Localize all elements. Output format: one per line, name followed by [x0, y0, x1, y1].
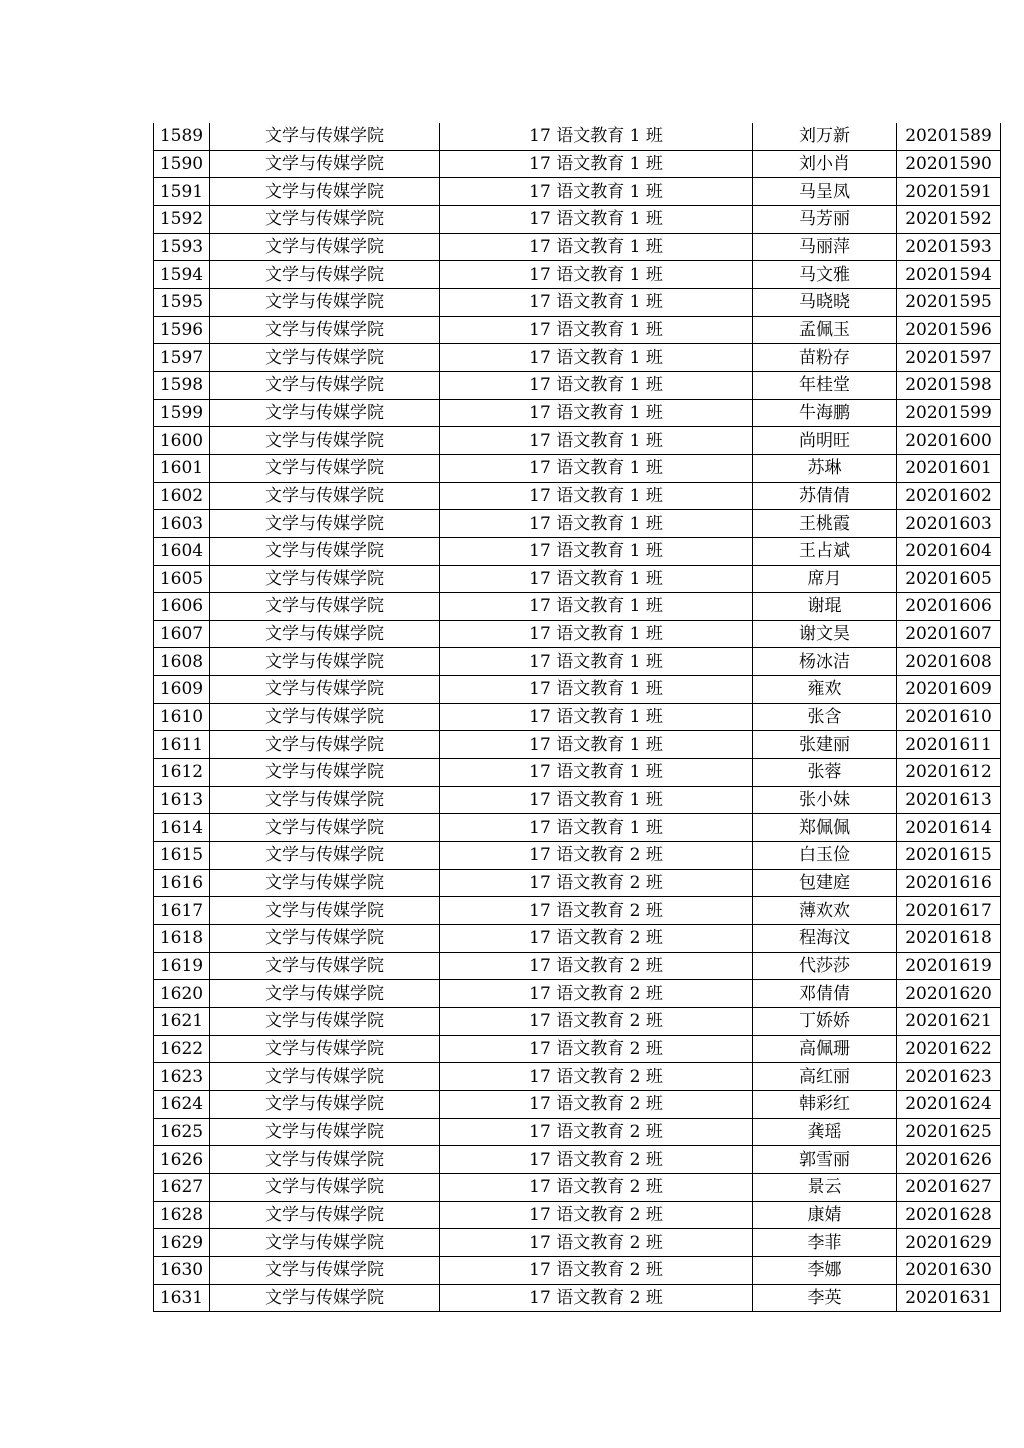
class-cell: 17 语文教育 2 班 — [440, 1256, 753, 1284]
student-name-cell: 张含 — [753, 703, 897, 731]
college-cell: 文学与传媒学院 — [210, 537, 440, 565]
college-cell: 文学与传媒学院 — [210, 1201, 440, 1229]
student-id-cell: 20201624 — [897, 1090, 1001, 1118]
table-row — [154, 620, 1001, 648]
student-id-cell: 20201631 — [897, 1284, 1001, 1312]
college-cell: 文学与传媒学院 — [210, 344, 440, 372]
row-number-cell: 1616 — [154, 869, 210, 897]
class-cell: 17 语文教育 2 班 — [440, 1035, 753, 1063]
college-cell: 文学与传媒学院 — [210, 897, 440, 925]
class-cell: 17 语文教育 1 班 — [440, 233, 753, 261]
class-cell: 17 语文教育 2 班 — [440, 1229, 753, 1257]
table-row — [154, 261, 1001, 289]
college-cell: 文学与传媒学院 — [210, 925, 440, 953]
student-id-cell: 20201594 — [897, 261, 1001, 289]
student-name-cell: 谢琨 — [753, 593, 897, 621]
student-name-cell: 李娜 — [753, 1256, 897, 1284]
table-row — [154, 1201, 1001, 1229]
student-id-cell: 20201592 — [897, 205, 1001, 233]
table-row — [154, 869, 1001, 897]
class-cell: 17 语文教育 1 班 — [440, 371, 753, 399]
table-row — [154, 703, 1001, 731]
student-name-cell: 马文雅 — [753, 261, 897, 289]
row-number-cell: 1618 — [154, 925, 210, 953]
college-cell: 文学与传媒学院 — [210, 1146, 440, 1174]
table-row — [154, 399, 1001, 427]
row-number-cell: 1592 — [154, 205, 210, 233]
class-cell: 17 语文教育 1 班 — [440, 537, 753, 565]
table-row — [154, 150, 1001, 178]
class-cell: 17 语文教育 2 班 — [440, 842, 753, 870]
college-cell: 文学与传媒学院 — [210, 731, 440, 759]
student-id-cell: 20201607 — [897, 620, 1001, 648]
table-row — [154, 593, 1001, 621]
student-id-cell: 20201593 — [897, 233, 1001, 261]
class-cell: 17 语文教育 1 班 — [440, 731, 753, 759]
class-cell: 17 语文教育 1 班 — [440, 427, 753, 455]
class-cell: 17 语文教育 1 班 — [440, 786, 753, 814]
row-number-cell: 1615 — [154, 842, 210, 870]
student-id-cell: 20201622 — [897, 1035, 1001, 1063]
class-cell: 17 语文教育 1 班 — [440, 593, 753, 621]
class-cell: 17 语文教育 1 班 — [440, 316, 753, 344]
college-cell: 文学与传媒学院 — [210, 1256, 440, 1284]
student-name-cell: 马芳丽 — [753, 205, 897, 233]
table-row — [154, 759, 1001, 787]
student-id-cell: 20201602 — [897, 482, 1001, 510]
class-cell: 17 语文教育 2 班 — [440, 1063, 753, 1091]
table-row — [154, 925, 1001, 953]
college-cell: 文学与传媒学院 — [210, 565, 440, 593]
student-name-cell: 张蓉 — [753, 759, 897, 787]
table-row — [154, 316, 1001, 344]
class-cell: 17 语文教育 1 班 — [440, 399, 753, 427]
student-id-cell: 20201599 — [897, 399, 1001, 427]
table-row — [154, 123, 1001, 150]
row-number-cell: 1605 — [154, 565, 210, 593]
student-id-cell: 20201619 — [897, 952, 1001, 980]
student-name-cell: 刘小肖 — [753, 150, 897, 178]
college-cell: 文学与传媒学院 — [210, 1284, 440, 1312]
student-name-cell: 李英 — [753, 1284, 897, 1312]
student-name-cell: 郑佩佩 — [753, 814, 897, 842]
student-id-cell: 20201591 — [897, 178, 1001, 206]
college-cell: 文学与传媒学院 — [210, 980, 440, 1008]
class-cell: 17 语文教育 1 班 — [440, 482, 753, 510]
college-cell: 文学与传媒学院 — [210, 427, 440, 455]
college-cell: 文学与传媒学院 — [210, 814, 440, 842]
row-number-cell: 1626 — [154, 1146, 210, 1174]
class-cell: 17 语文教育 1 班 — [440, 648, 753, 676]
student-name-cell: 李菲 — [753, 1229, 897, 1257]
student-id-cell: 20201595 — [897, 288, 1001, 316]
student-id-cell: 20201597 — [897, 344, 1001, 372]
student-id-cell: 20201620 — [897, 980, 1001, 1008]
college-cell: 文学与传媒学院 — [210, 759, 440, 787]
student-id-cell: 20201623 — [897, 1063, 1001, 1091]
table-row — [154, 731, 1001, 759]
class-cell: 17 语文教育 2 班 — [440, 980, 753, 1008]
college-cell: 文学与传媒学院 — [210, 399, 440, 427]
student-name-cell: 年桂堂 — [753, 371, 897, 399]
row-number-cell: 1611 — [154, 731, 210, 759]
college-cell: 文学与传媒学院 — [210, 1035, 440, 1063]
student-id-cell: 20201625 — [897, 1118, 1001, 1146]
student-id-cell: 20201621 — [897, 1008, 1001, 1036]
student-name-cell: 张小妹 — [753, 786, 897, 814]
student-id-cell: 20201628 — [897, 1201, 1001, 1229]
student-name-cell: 尚明旺 — [753, 427, 897, 455]
row-number-cell: 1589 — [154, 123, 210, 150]
table-row — [154, 1284, 1001, 1312]
student-id-cell: 20201613 — [897, 786, 1001, 814]
student-name-cell: 丁娇娇 — [753, 1008, 897, 1036]
student-name-cell: 龚瑶 — [753, 1118, 897, 1146]
student-id-cell: 20201606 — [897, 593, 1001, 621]
table-row — [154, 952, 1001, 980]
student-name-cell: 刘万新 — [753, 123, 897, 150]
table-row — [154, 233, 1001, 261]
row-number-cell: 1598 — [154, 371, 210, 399]
row-number-cell: 1595 — [154, 288, 210, 316]
row-number-cell: 1630 — [154, 1256, 210, 1284]
college-cell: 文学与传媒学院 — [210, 593, 440, 621]
college-cell: 文学与传媒学院 — [210, 786, 440, 814]
class-cell: 17 语文教育 1 班 — [440, 703, 753, 731]
table-row — [154, 1118, 1001, 1146]
student-name-cell: 高红丽 — [753, 1063, 897, 1091]
row-number-cell: 1590 — [154, 150, 210, 178]
class-cell: 17 语文教育 2 班 — [440, 1008, 753, 1036]
college-cell: 文学与传媒学院 — [210, 1008, 440, 1036]
table-row — [154, 427, 1001, 455]
row-number-cell: 1601 — [154, 454, 210, 482]
row-number-cell: 1614 — [154, 814, 210, 842]
student-name-cell: 雍欢 — [753, 676, 897, 704]
row-number-cell: 1612 — [154, 759, 210, 787]
class-cell: 17 语文教育 1 班 — [440, 510, 753, 538]
class-cell: 17 语文教育 2 班 — [440, 869, 753, 897]
table-row — [154, 786, 1001, 814]
college-cell: 文学与传媒学院 — [210, 178, 440, 206]
class-cell: 17 语文教育 1 班 — [440, 454, 753, 482]
table-row — [154, 510, 1001, 538]
row-number-cell: 1593 — [154, 233, 210, 261]
row-number-cell: 1606 — [154, 593, 210, 621]
college-cell: 文学与传媒学院 — [210, 648, 440, 676]
table-row — [154, 1173, 1001, 1201]
college-cell: 文学与传媒学院 — [210, 233, 440, 261]
table-row — [154, 288, 1001, 316]
row-number-cell: 1609 — [154, 676, 210, 704]
row-number-cell: 1610 — [154, 703, 210, 731]
student-table — [153, 123, 1001, 1312]
row-number-cell: 1613 — [154, 786, 210, 814]
college-cell: 文学与传媒学院 — [210, 482, 440, 510]
table-row — [154, 648, 1001, 676]
class-cell: 17 语文教育 2 班 — [440, 1118, 753, 1146]
student-id-cell: 20201629 — [897, 1229, 1001, 1257]
college-cell: 文学与传媒学院 — [210, 205, 440, 233]
row-number-cell: 1628 — [154, 1201, 210, 1229]
student-id-cell: 20201609 — [897, 676, 1001, 704]
student-name-cell: 高佩珊 — [753, 1035, 897, 1063]
college-cell: 文学与传媒学院 — [210, 952, 440, 980]
table-row — [154, 1146, 1001, 1174]
college-cell: 文学与传媒学院 — [210, 1090, 440, 1118]
student-name-cell: 康婧 — [753, 1201, 897, 1229]
table-row — [154, 980, 1001, 1008]
class-cell: 17 语文教育 1 班 — [440, 620, 753, 648]
table-row — [154, 1063, 1001, 1091]
student-name-cell: 代莎莎 — [753, 952, 897, 980]
student-id-cell: 20201612 — [897, 759, 1001, 787]
row-number-cell: 1621 — [154, 1008, 210, 1036]
class-cell: 17 语文教育 1 班 — [440, 814, 753, 842]
row-number-cell: 1617 — [154, 897, 210, 925]
class-cell: 17 语文教育 1 班 — [440, 150, 753, 178]
student-name-cell: 薄欢欢 — [753, 897, 897, 925]
college-cell: 文学与传媒学院 — [210, 1229, 440, 1257]
student-id-cell: 20201627 — [897, 1173, 1001, 1201]
row-number-cell: 1604 — [154, 537, 210, 565]
student-name-cell: 席月 — [753, 565, 897, 593]
college-cell: 文学与传媒学院 — [210, 261, 440, 289]
row-number-cell: 1607 — [154, 620, 210, 648]
table-row — [154, 344, 1001, 372]
student-id-cell: 20201611 — [897, 731, 1001, 759]
student-id-cell: 20201601 — [897, 454, 1001, 482]
college-cell: 文学与传媒学院 — [210, 869, 440, 897]
row-number-cell: 1599 — [154, 399, 210, 427]
row-number-cell: 1620 — [154, 980, 210, 1008]
table-row — [154, 482, 1001, 510]
student-name-cell: 程海汶 — [753, 925, 897, 953]
student-id-cell: 20201617 — [897, 897, 1001, 925]
class-cell: 17 语文教育 1 班 — [440, 123, 753, 150]
table-row — [154, 205, 1001, 233]
class-cell: 17 语文教育 2 班 — [440, 1146, 753, 1174]
student-id-cell: 20201616 — [897, 869, 1001, 897]
table-row — [154, 1008, 1001, 1036]
row-number-cell: 1627 — [154, 1173, 210, 1201]
student-name-cell: 谢文昊 — [753, 620, 897, 648]
student-id-cell: 20201596 — [897, 316, 1001, 344]
college-cell: 文学与传媒学院 — [210, 620, 440, 648]
row-number-cell: 1624 — [154, 1090, 210, 1118]
class-cell: 17 语文教育 1 班 — [440, 759, 753, 787]
table-row — [154, 1035, 1001, 1063]
college-cell: 文学与传媒学院 — [210, 703, 440, 731]
student-id-cell: 20201608 — [897, 648, 1001, 676]
college-cell: 文学与传媒学院 — [210, 150, 440, 178]
class-cell: 17 语文教育 2 班 — [440, 925, 753, 953]
row-number-cell: 1625 — [154, 1118, 210, 1146]
class-cell: 17 语文教育 1 班 — [440, 261, 753, 289]
row-number-cell: 1600 — [154, 427, 210, 455]
table-row — [154, 1256, 1001, 1284]
student-id-cell: 20201590 — [897, 150, 1001, 178]
student-name-cell: 马呈凤 — [753, 178, 897, 206]
row-number-cell: 1596 — [154, 316, 210, 344]
class-cell: 17 语文教育 2 班 — [440, 1090, 753, 1118]
college-cell: 文学与传媒学院 — [210, 371, 440, 399]
student-name-cell: 韩彩红 — [753, 1090, 897, 1118]
class-cell: 17 语文教育 1 班 — [440, 205, 753, 233]
student-name-cell: 苏倩倩 — [753, 482, 897, 510]
row-number-cell: 1603 — [154, 510, 210, 538]
college-cell: 文学与传媒学院 — [210, 123, 440, 150]
class-cell: 17 语文教育 2 班 — [440, 1284, 753, 1312]
class-cell: 17 语文教育 1 班 — [440, 565, 753, 593]
college-cell: 文学与传媒学院 — [210, 842, 440, 870]
student-id-cell: 20201610 — [897, 703, 1001, 731]
student-name-cell: 郭雪丽 — [753, 1146, 897, 1174]
student-id-cell: 20201604 — [897, 537, 1001, 565]
class-cell: 17 语文教育 1 班 — [440, 344, 753, 372]
student-name-cell: 包建庭 — [753, 869, 897, 897]
class-cell: 17 语文教育 1 班 — [440, 178, 753, 206]
college-cell: 文学与传媒学院 — [210, 1063, 440, 1091]
row-number-cell: 1622 — [154, 1035, 210, 1063]
college-cell: 文学与传媒学院 — [210, 510, 440, 538]
table-row — [154, 178, 1001, 206]
row-number-cell: 1597 — [154, 344, 210, 372]
college-cell: 文学与传媒学院 — [210, 454, 440, 482]
student-id-cell: 20201598 — [897, 371, 1001, 399]
student-name-cell: 苏琳 — [753, 454, 897, 482]
college-cell: 文学与传媒学院 — [210, 676, 440, 704]
row-number-cell: 1629 — [154, 1229, 210, 1257]
student-id-cell: 20201630 — [897, 1256, 1001, 1284]
student-id-cell: 20201614 — [897, 814, 1001, 842]
student-name-cell: 王占斌 — [753, 537, 897, 565]
student-name-cell: 景云 — [753, 1173, 897, 1201]
student-name-cell: 马晓晓 — [753, 288, 897, 316]
student-id-cell: 20201589 — [897, 123, 1001, 150]
table-row — [154, 371, 1001, 399]
table-row — [154, 897, 1001, 925]
class-cell: 17 语文教育 1 班 — [440, 288, 753, 316]
class-cell: 17 语文教育 2 班 — [440, 1173, 753, 1201]
student-name-cell: 牛海鹏 — [753, 399, 897, 427]
table-row — [154, 454, 1001, 482]
class-cell: 17 语文教育 2 班 — [440, 897, 753, 925]
class-cell: 17 语文教育 1 班 — [440, 676, 753, 704]
table-row — [154, 842, 1001, 870]
row-number-cell: 1608 — [154, 648, 210, 676]
table-row — [154, 676, 1001, 704]
college-cell: 文学与传媒学院 — [210, 316, 440, 344]
table-row — [154, 1229, 1001, 1257]
student-name-cell: 马丽萍 — [753, 233, 897, 261]
class-cell: 17 语文教育 2 班 — [440, 952, 753, 980]
table-row — [154, 565, 1001, 593]
college-cell: 文学与传媒学院 — [210, 1118, 440, 1146]
student-id-cell: 20201618 — [897, 925, 1001, 953]
student-id-cell: 20201615 — [897, 842, 1001, 870]
row-number-cell: 1619 — [154, 952, 210, 980]
college-cell: 文学与传媒学院 — [210, 288, 440, 316]
student-name-cell: 杨冰洁 — [753, 648, 897, 676]
college-cell: 文学与传媒学院 — [210, 1173, 440, 1201]
row-number-cell: 1594 — [154, 261, 210, 289]
student-id-cell: 20201600 — [897, 427, 1001, 455]
row-number-cell: 1591 — [154, 178, 210, 206]
class-cell: 17 语文教育 2 班 — [440, 1201, 753, 1229]
table-row — [154, 537, 1001, 565]
student-name-cell: 邓倩倩 — [753, 980, 897, 1008]
student-name-cell: 白玉俭 — [753, 842, 897, 870]
student-name-cell: 张建丽 — [753, 731, 897, 759]
row-number-cell: 1631 — [154, 1284, 210, 1312]
student-id-cell: 20201603 — [897, 510, 1001, 538]
row-number-cell: 1602 — [154, 482, 210, 510]
student-id-cell: 20201605 — [897, 565, 1001, 593]
student-id-cell: 20201626 — [897, 1146, 1001, 1174]
table-row — [154, 1090, 1001, 1118]
student-name-cell: 王桃霞 — [753, 510, 897, 538]
table-row — [154, 814, 1001, 842]
row-number-cell: 1623 — [154, 1063, 210, 1091]
student-name-cell: 苗粉存 — [753, 344, 897, 372]
student-name-cell: 孟佩玉 — [753, 316, 897, 344]
